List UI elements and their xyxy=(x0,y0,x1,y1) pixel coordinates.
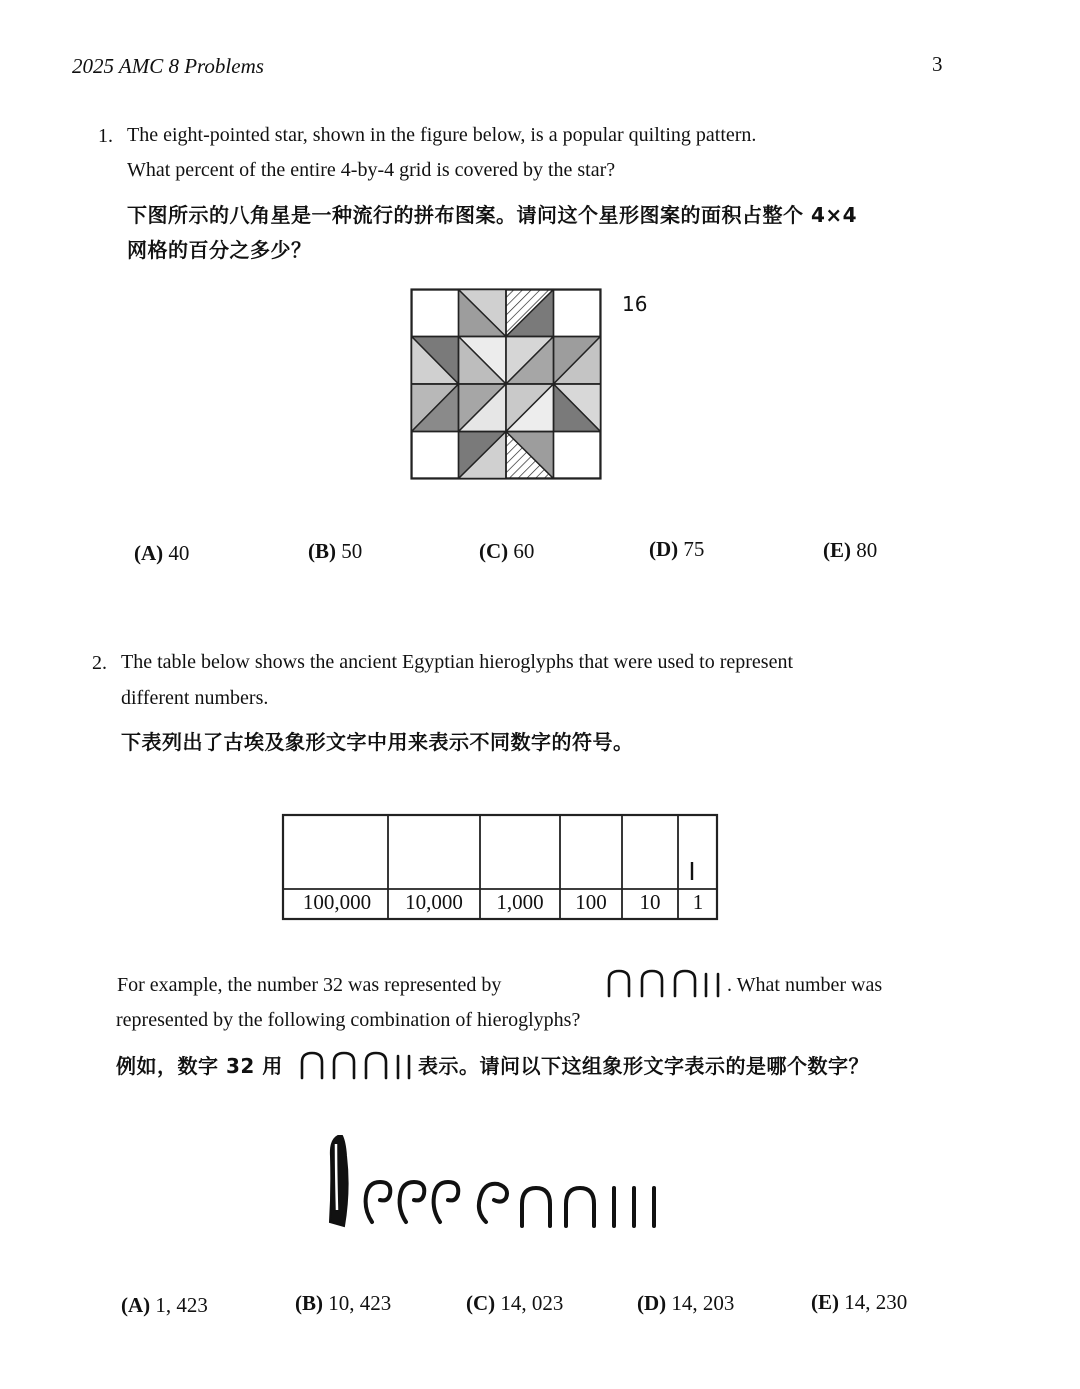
q2-example-en-part1: For example, the number 32 was represented by xyxy=(117,974,502,996)
table-cell-10: 10 xyxy=(639,890,661,914)
star-quilt-figure xyxy=(408,288,604,480)
coil-glyph-4 xyxy=(479,1184,507,1222)
q2-choice-c[interactable]: (C) 14, 023 xyxy=(466,1291,564,1315)
q1-text-zh-line2: 网格的百分之多少？ xyxy=(127,238,312,262)
q1-choice-b[interactable]: (B) 50 xyxy=(308,539,363,563)
coil-glyph-3 xyxy=(434,1182,459,1222)
q1-text-en-line1: The eight-pointed star, shown in the figure below, is a popular quilting pattern. xyxy=(127,124,757,146)
q2-text-zh: 下表列出了古埃及象形文字中用来表示不同数字的符号。 xyxy=(121,730,634,754)
arch-glyph-2 xyxy=(566,1188,594,1226)
page-number: 3 xyxy=(932,52,943,76)
example-32-glyphs-zh xyxy=(299,1050,417,1080)
coil-glyph-1 xyxy=(366,1182,391,1222)
q2-text-en-line1: The table below shows the ancient Egyptian hieroglyphs that were used to represent xyxy=(121,651,794,673)
q2-choice-d[interactable]: (D) 14, 203 xyxy=(637,1291,735,1315)
coil-glyph-2 xyxy=(400,1182,425,1222)
q2-choice-a[interactable]: (A) 1, 423 xyxy=(121,1293,208,1317)
q1-choice-c[interactable]: (C) 60 xyxy=(479,539,535,563)
table-cell-100000: 100,000 xyxy=(302,890,372,914)
lotus-glyph xyxy=(330,1136,348,1226)
q1-text-en-line2: What percent of the entire 4-by-4 grid is covered by the star? xyxy=(127,159,616,181)
arch-glyph-1 xyxy=(522,1188,550,1226)
q2-number: 2. xyxy=(92,652,107,674)
q2-example-zh-part2: 表示。请问以下这组象形文字表示的是哪个数字？ xyxy=(418,1054,869,1078)
q2-example-zh-part1: 例如，数字 32 用 xyxy=(116,1054,283,1078)
table-cell-10000: 10,000 xyxy=(405,890,463,914)
q1-choice-e[interactable]: (E) 80 xyxy=(823,538,878,562)
table-cell-100: 100 xyxy=(575,890,607,914)
q1-choice-d[interactable]: (D) 75 xyxy=(649,537,705,561)
q2-example-en-part2: . What number was xyxy=(727,974,883,996)
table-cell-1000: 1,000 xyxy=(496,890,544,914)
q2-example-en-line2: represented by the following combination of hieroglyphs? xyxy=(116,1009,581,1031)
q1-text-zh-line1: 下图所示的八角星是一种流行的拼布图案。请问这个星形图案的面积占整个 4×4 xyxy=(127,203,858,227)
q1-number: 1. xyxy=(98,125,113,147)
hieroglyph-combination xyxy=(322,1130,667,1230)
header-title: 2025 AMC 8 Problems xyxy=(72,54,264,78)
handwritten-note: 16 xyxy=(622,292,648,316)
q2-text-en-line2: different numbers. xyxy=(121,687,269,709)
example-32-glyphs xyxy=(606,968,726,998)
q2-choice-b[interactable]: (B) 10, 423 xyxy=(295,1291,392,1315)
q1-choice-a[interactable]: (A) 40 xyxy=(134,541,190,565)
q2-choice-e[interactable]: (E) 14, 230 xyxy=(811,1290,908,1314)
table-cell-1: 1 xyxy=(692,890,704,914)
